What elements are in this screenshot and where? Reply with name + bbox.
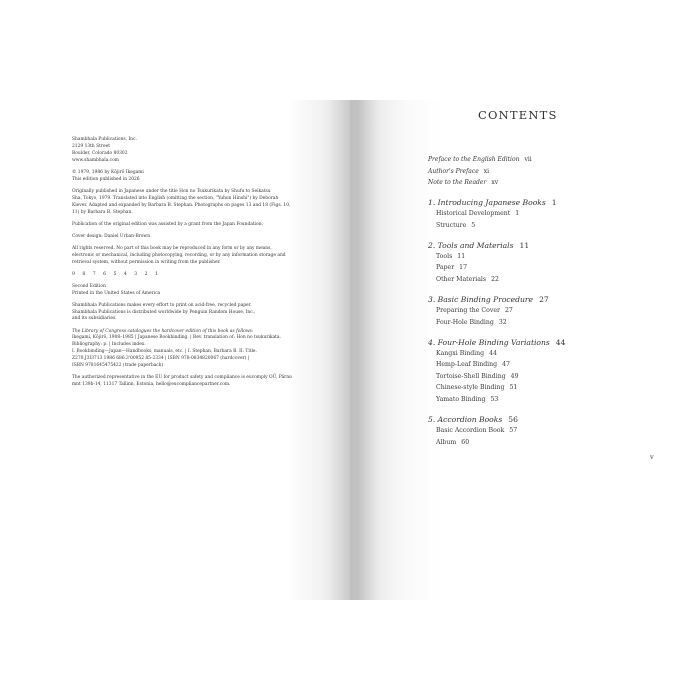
toc-section-page: 47	[502, 361, 510, 369]
toc-section-page: 53	[490, 396, 499, 404]
toc-chapter-label: 2. Tools and Materials	[428, 240, 514, 250]
copyright-paragraph	[72, 375, 332, 389]
copyright-paragraph	[72, 246, 332, 267]
toc-section-page: 51	[509, 384, 518, 392]
contents-title: CONTENTS	[478, 108, 558, 122]
copyright-line: 2129 13th Street	[72, 143, 110, 149]
toc-front-item-page: vii	[524, 156, 532, 163]
toc-front-item-page: xi	[483, 167, 490, 175]
toc-section-page: 49	[510, 372, 519, 380]
toc-section-label: Structure	[436, 221, 467, 229]
toc-front-item-label: Note to the Reader	[428, 179, 487, 186]
toc-section[interactable]	[428, 305, 688, 317]
toc-section[interactable]	[428, 348, 688, 360]
toc-chapter[interactable]	[428, 198, 688, 208]
toc-chapter-label: 5. Accordion Books	[428, 415, 503, 425]
toc-front-item[interactable]	[428, 166, 688, 178]
toc-section[interactable]	[428, 437, 688, 449]
toc-section-label: Chinese-style Binding	[436, 384, 505, 392]
toc-chapter[interactable]	[428, 295, 688, 305]
toc-section[interactable]	[428, 251, 688, 263]
copyright-line: mnt 139b-14, 11317 Tallinn, Estonia, hello@eucompliancepartner.com.	[72, 382, 231, 388]
copyright-paragraph	[72, 170, 332, 184]
toc-front-item-page: xv	[491, 179, 499, 186]
toc-section[interactable]	[428, 382, 688, 394]
toc-section-label: Tortoise-Shell Binding	[436, 372, 506, 380]
toc-section-page: 44	[489, 349, 497, 357]
toc-chapter-label: 4. Four-Hole Binding Variations	[428, 337, 550, 347]
copyright-line: Cover design: Daniel Urban-Brown	[72, 233, 151, 239]
toc-section-label: Yamato Binding	[436, 396, 486, 404]
toc-section-page: 22	[491, 275, 499, 283]
copyright-line: All rights reserved. No part of this book may be reproduced in any form or by any means,	[72, 245, 272, 251]
copyright-text	[72, 137, 332, 394]
copyright-line: Bibliography: p. | Includes index.	[72, 342, 146, 348]
toc-front-item[interactable]	[428, 177, 688, 189]
copyright-paragraph	[72, 329, 332, 370]
copyright-line: The Library of Congress catalogues the hardcover edition of this book as follows:	[72, 328, 254, 334]
toc-section[interactable]	[428, 317, 688, 329]
toc-section[interactable]	[428, 208, 688, 220]
toc-front-item[interactable]	[428, 154, 688, 166]
copyright-line: © 1979, 1986 by Kōjirō Ikegami	[72, 169, 144, 175]
toc-section-page: 57	[509, 427, 518, 435]
toc-section[interactable]	[428, 274, 688, 286]
toc-section-label: Kangxi Binding	[436, 349, 485, 357]
copyright-line: Shambhala Publications is distributed worldwide by Penguin Random House, Inc.,	[72, 309, 256, 315]
toc-chapter[interactable]	[428, 241, 688, 251]
toc-chapter-page: 27	[539, 294, 549, 304]
toc-chapter-page: 11	[519, 240, 530, 250]
copyright-paragraph	[72, 137, 332, 165]
copyright-line: Z270.J3I3713 1986 686.3'00952 85-2334 | ISBN 978-0834820067 (hardcover) |	[72, 356, 250, 362]
toc-chapter-label: 1. Introducing Japanese Books	[428, 198, 546, 207]
toc-section-label: Other Materials	[436, 275, 487, 283]
toc-section-label: Basic Accordion Book	[436, 427, 505, 435]
toc-chapter[interactable]	[428, 415, 688, 425]
toc-section-page: 17	[459, 264, 468, 272]
toc-section[interactable]	[428, 262, 688, 274]
copyright-line: Shambhala Publications makes every effort to print on acid-free, recycled paper.	[72, 302, 252, 308]
copyright-paragraph	[72, 284, 332, 298]
copyright-line: and its subsidiaries.	[72, 316, 117, 322]
toc-section[interactable]	[428, 220, 688, 232]
toc-chapter[interactable]	[428, 338, 688, 348]
copyright-paragraph	[72, 272, 332, 279]
toc-section-label: Album	[436, 438, 457, 446]
toc-section-label: Tools	[436, 252, 453, 260]
copyright-paragraph	[72, 234, 332, 241]
copyright-line: I. Bookbinding—Japan—Handbooks, manuals, etc. | I. Stephan, Barbara B. II. Title.	[72, 349, 257, 355]
toc-section-label: Four-Hole Binding	[436, 318, 494, 326]
toc-section-label: Paper	[436, 264, 455, 272]
copyright-paragraph	[72, 303, 332, 324]
toc-section-page: 32	[498, 318, 507, 326]
toc-chapter-page: 1	[551, 198, 557, 207]
toc-section[interactable]	[428, 359, 688, 371]
table-of-contents	[428, 154, 688, 448]
copyright-line: This edition published in 2026	[72, 176, 140, 182]
toc-section[interactable]	[428, 425, 688, 437]
toc-chapter-page: 56	[508, 415, 518, 425]
toc-section-label: Hemp-Leaf Binding	[436, 361, 498, 369]
copyright-line: The authorized representative in the EU for product safety and compliance is eucomply OÜ, Pärnu	[72, 375, 292, 381]
copyright-line: Second Edition	[72, 283, 106, 289]
copyright-paragraph	[72, 222, 332, 229]
book-gutter	[330, 100, 380, 600]
toc-section[interactable]	[428, 371, 688, 383]
copyright-line: electronic or mechanical, including photocopying, recording, or by any information storage and	[72, 252, 286, 258]
copyright-line: retrieval system, without permission in writing from the publisher.	[72, 259, 221, 265]
copyright-line: Shambhala Publications, Inc.	[72, 137, 137, 142]
toc-front-item-label: Author's Preface	[428, 167, 479, 175]
toc-section-page: 11	[457, 252, 466, 260]
copyright-line: www.shambhala.com	[72, 157, 119, 163]
copyright-line: 11) by Barbara B. Stephan.	[72, 209, 133, 215]
toc-section-page: 1	[515, 210, 520, 217]
toc-chapter-label: 3. Basic Binding Procedure	[428, 294, 534, 304]
toc-front-item-label: Preface to the English Edition	[428, 156, 520, 163]
copyright-line: Sha, Tokyo, 1979. Translated into English (omitting the section, "Yuhon Hinshi") by Deborah	[72, 195, 279, 201]
toc-section-page: 27	[504, 306, 513, 314]
copyright-line: Publication of the original edition was assisted by a grant from the Japan Foundation.	[72, 221, 263, 227]
copyright-line: Ikegami, Kōjirō, 1908–1985 | Japanese Bookbinding. | Rev. translation of: Hon no tsukurikata.	[72, 335, 281, 341]
copyright-line: Boulder, Colorado 80302	[72, 150, 128, 156]
toc-section-page: 5	[471, 221, 476, 229]
copyright-line: Kiever. Adapted and expanded by Barbara B. Stephan. Photographs on pages 13 and 18 (Figs. 10,	[72, 202, 291, 208]
toc-section-label: Preparing the Cover	[436, 306, 500, 314]
toc-chapter-page: 44	[555, 337, 566, 347]
copyright-paragraph	[72, 189, 332, 217]
copyright-line: Printed in the United States of America	[72, 290, 161, 296]
toc-section-label: Historical Development	[436, 210, 511, 217]
toc-section-page: 60	[461, 438, 470, 446]
copyright-line: Originally published in Japanese under the title Hon no Tsukurikata by Shufu to Seikatsu	[72, 188, 271, 194]
toc-section[interactable]	[428, 394, 688, 406]
copyright-line: 9 8 7 6 5 4 3 2 1	[72, 271, 161, 277]
page-number: v	[650, 453, 654, 461]
copyright-line: ISBN 9781645475422 (trade paperback)	[72, 363, 164, 369]
